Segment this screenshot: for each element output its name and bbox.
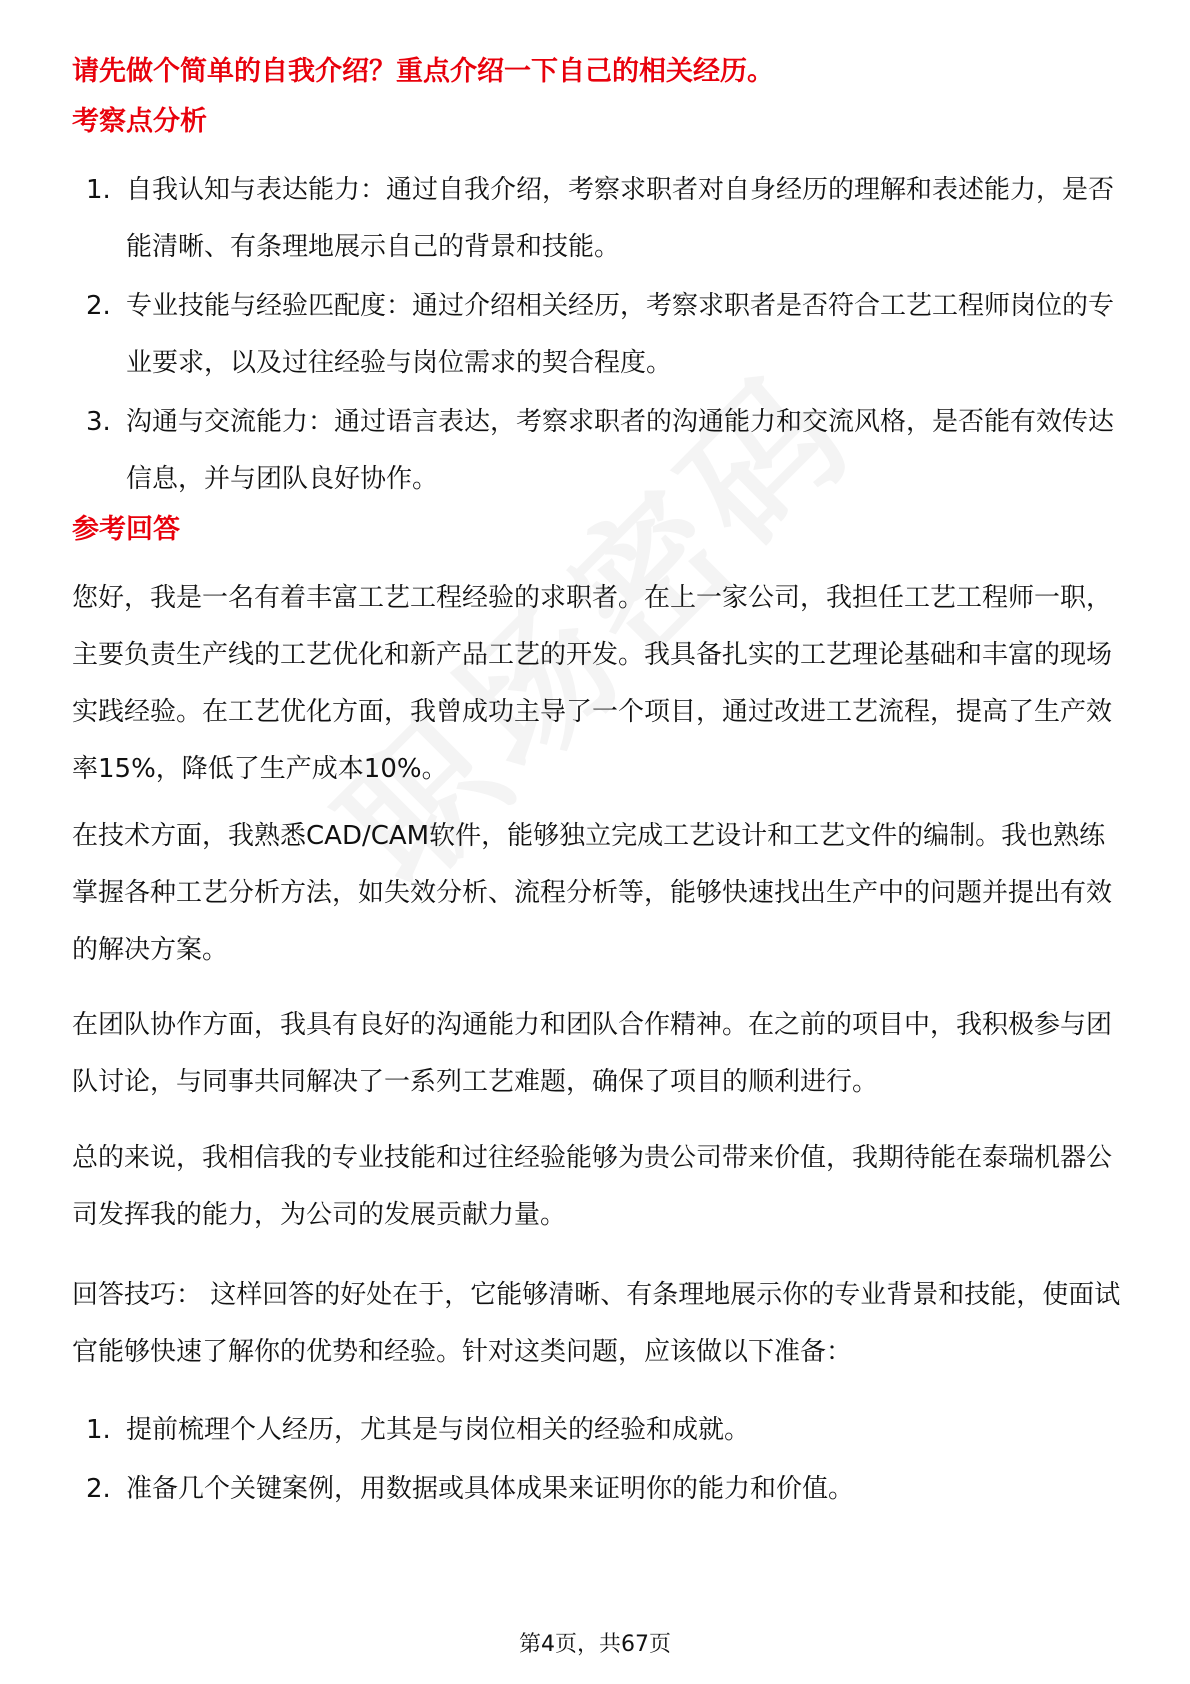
list-text: 沟通与交流能力：通过语言表达，考察求职者的沟通能力和交流风格，是否能有效传达信息，并与团队良好协作。 xyxy=(126,407,1115,494)
list-text: 自我认知与表达能力：通过自我介绍，考察求职者对自身经历的理解和表述能力，是否能清晰、有条理地展示自己的背景和技能。 xyxy=(126,175,1115,262)
answer-paragraph: 在团队协作方面，我具有良好的沟通能力和团队合作精神。在之前的项目中，我积极参与团队讨论，与同事共同解决了一系列工艺难题，确保了项目的顺利进行。 xyxy=(72,1010,1113,1097)
list-item xyxy=(72,1461,1127,1518)
page-footer: 第4页，共67页 xyxy=(519,1632,671,1657)
answer-heading: 参考回答 xyxy=(72,514,180,545)
list-item xyxy=(72,1402,1127,1459)
list-number: 1. xyxy=(86,1415,111,1445)
answer-paragraph: 您好，我是一名有着丰富工艺工程经验的求职者。在上一家公司，我担任工艺工程师一职，主要负责生产线的工艺优化和新产品工艺的开发。我具备扎实的工艺理论基础和丰富的现场实践经验。在工艺优化方面，我曾成功主导了一个项目，通过改进工艺流程，提高了生产效率15%，降低了生产成本10%。 xyxy=(72,583,1113,784)
list-text: 专业技能与经验匹配度：通过介绍相关经历，考察求职者是否符合工艺工程师岗位的专业要求，以及过往经验与岗位需求的契合程度。 xyxy=(126,291,1115,378)
question-title: 请先做个简单的自我介绍？重点介绍一下自己的相关经历。 xyxy=(72,56,774,87)
list-item xyxy=(72,162,1127,276)
list-number: 2. xyxy=(86,291,111,321)
tips-list xyxy=(72,1402,1127,1520)
list-item xyxy=(72,278,1127,392)
answer-paragraph: 总的来说，我相信我的专业技能和过往经验能够为贵公司带来价值，我期待能在泰瑞机器公司发挥我的能力，为公司的发展贡献力量。 xyxy=(72,1143,1113,1230)
list-number: 3. xyxy=(86,407,111,437)
tips-paragraph: 回答技巧： 这样回答的好处在于，它能够清晰、有条理地展示你的专业背景和技能，使面试官能够快速了解你的优势和经验。针对这类问题，应该做以下准备： xyxy=(72,1280,1121,1367)
list-number: 1. xyxy=(86,175,111,205)
answer-paragraph: 在技术方面，我熟悉CAD/CAM软件，能够独立完成工艺设计和工艺文件的编制。我也熟练掌握各种工艺分析方法，如失效分析、流程分析等，能够快速找出生产中的问题并提出有效的解决方案。 xyxy=(72,821,1113,965)
analysis-list xyxy=(72,162,1127,510)
analysis-heading: 考察点分析 xyxy=(72,106,207,137)
list-number: 2. xyxy=(86,1474,111,1504)
list-item xyxy=(72,394,1127,508)
list-text: 提前梳理个人经历，尤其是与岗位相关的经验和成就。 xyxy=(126,1415,751,1445)
list-text: 准备几个关键案例，用数据或具体成果来证明你的能力和价值。 xyxy=(126,1474,855,1504)
